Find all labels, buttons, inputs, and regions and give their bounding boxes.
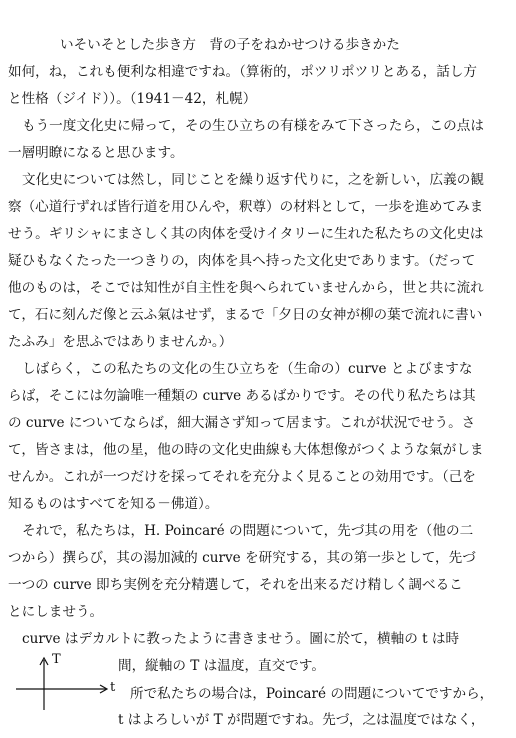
text-line-17: せんか。これが一つだけを採ってそれを充分よく見ることの効用です。（己を bbox=[8, 469, 476, 485]
text-line-15: の curve についてならば，細大漏さず知って居ます。これが状況でせう。さ bbox=[8, 415, 476, 431]
text-line-25: 所で私たちの場合は，Poincaré の問題についてですから， bbox=[130, 686, 494, 702]
text-line-6: 文化史については然し，同じことを繰り返す代りに，之を新しい，広義の観 bbox=[22, 172, 484, 188]
text-line-8: せう。ギリシャにまさしく其の肉体を受けイタリーに生れた私たちの文化史は bbox=[8, 226, 484, 242]
axis-label-T: T bbox=[52, 652, 61, 667]
text-line-20: つから）撰らび，其の湯加減的 curve を研究する，其の第一歩として，先づ bbox=[8, 550, 476, 566]
text-line-16: て，皆さまは，他の星，他の時の文化史曲線も大体想像がつくような氣がしま bbox=[8, 442, 484, 458]
text-line-21: 一つの curve 即ち実例を充分精選して，それを出来るだけ精しく調べるこ bbox=[8, 577, 463, 593]
text-line-13: しばらく，この私たちの文化の生ひ立ちを（生命の）curve とよびますな bbox=[22, 361, 473, 377]
text-line-4: もう一度文化史に帰って，その生ひ立ちの有様をみて下さったら，この点は bbox=[22, 118, 484, 134]
text-line-1: いそいそとした歩き方 背の子をねかせつける歩きかた bbox=[60, 37, 400, 53]
axis-label-t: t bbox=[110, 680, 116, 695]
text-line-23: curve はデカルトに教ったように書きませう。圖に於て，横軸の t は時 bbox=[22, 631, 460, 647]
text-line-19: それで，私たちは，H. Poincaré の問題について，先づ其の用を（他の二 bbox=[22, 523, 474, 539]
text-line-14: らば，そこには勿論唯一種類の curve あるばかりです。その代り私たちは其 bbox=[8, 388, 476, 404]
text-line-3: と性格（ジイド））。（1941－42，札幌） bbox=[8, 91, 257, 107]
text-line-11: て，石に刻んだ像と云ふ氣はせず，まるで「夕日の女神が柳の葉で流れに書い bbox=[8, 307, 483, 323]
text-line-26: t はよろしいが T が問題ですね。先づ，之は温度ではなく， bbox=[118, 712, 485, 728]
text-line-9: 疑ひもなくたった一つきりの，肉体を具へ持った文化史であります。（だって bbox=[8, 253, 476, 269]
text-line-7: 察（心道行ずれば皆行道を用ひんや，釈尊）の材料として，一歩を進めてみま bbox=[8, 199, 484, 215]
text-line-2: 如何，ね，これも便利な相違ですね。（算術的，ポツリポツリとある，話し方 bbox=[8, 64, 477, 80]
text-line-22: とにしませう。 bbox=[8, 604, 104, 620]
text-line-5: 一層明瞭になると思ひます。 bbox=[8, 145, 184, 161]
axes-sketch bbox=[14, 652, 114, 712]
text-line-18: 知るものはすべてを知る－佛道）。 bbox=[8, 496, 219, 512]
text-line-10: 他のものは，そこでは知性が自主性を與へられていませんから，世と共に流れ bbox=[8, 280, 484, 296]
text-line-24: 間，縦軸の T は温度，直交です。 bbox=[118, 658, 325, 674]
text-line-12: たふみ」を思ふではありませんか。） bbox=[8, 334, 233, 350]
